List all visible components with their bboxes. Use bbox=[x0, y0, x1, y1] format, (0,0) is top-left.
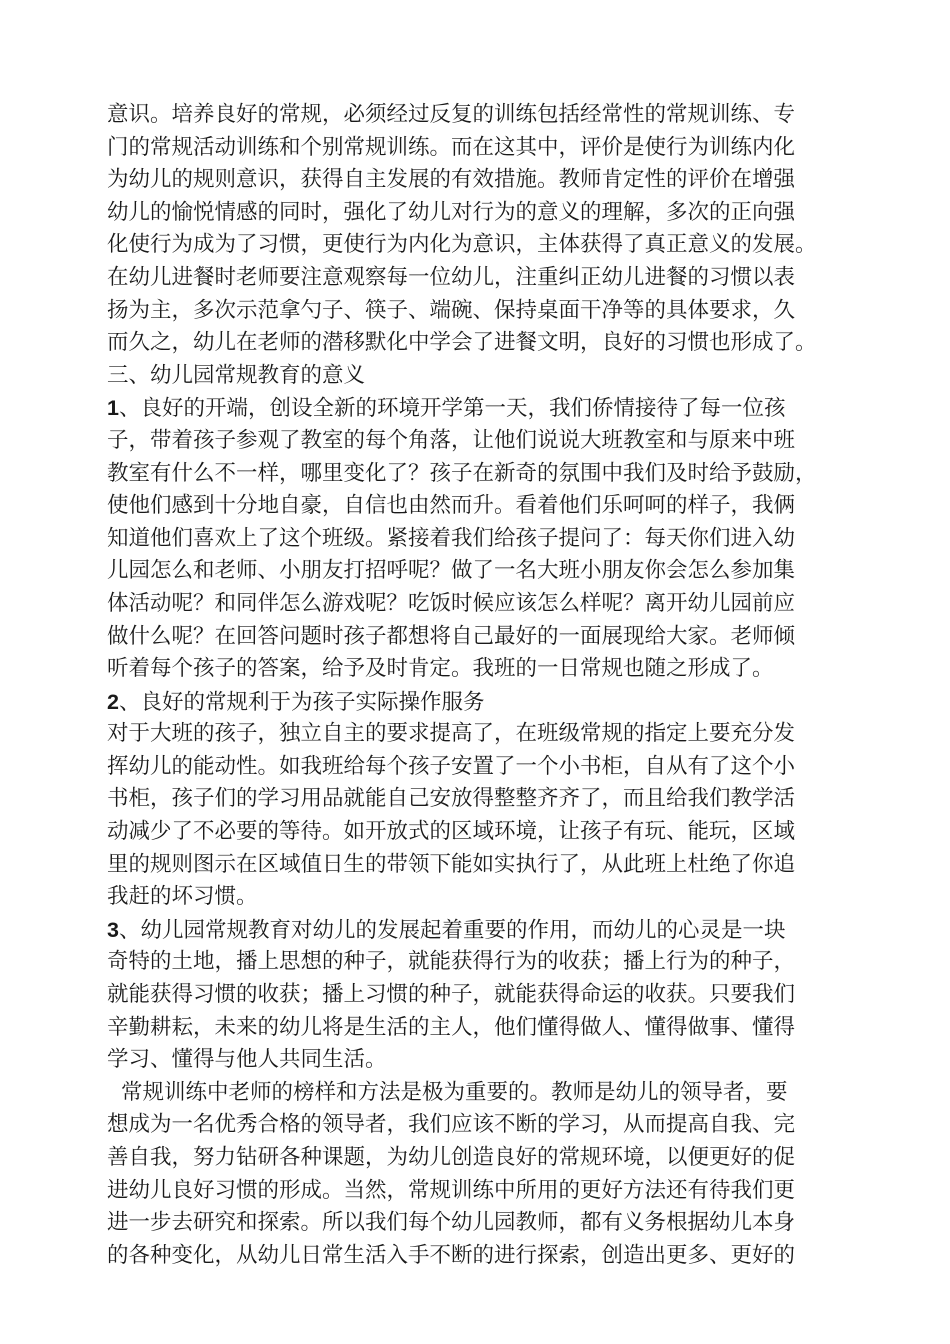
item-number-2: 2 bbox=[107, 689, 119, 714]
text-line: 子，带着孩子参观了教室的每个角落，让他们说说大班教室和与原来中班 bbox=[107, 427, 796, 453]
text-line: 对于大班的孩子，独立自主的要求提高了，在班级常规的指定上要充分发 bbox=[107, 721, 796, 747]
text-line: 知道他们喜欢上了这个班级。紧接着我们给孩子提问了：每天你们进入幼 bbox=[107, 525, 796, 551]
text-line: 而久之，幼儿在老师的潜移默化中学会了进餐文明，良好的习惯也形成了。 bbox=[107, 330, 817, 356]
numbered-paragraph-1 bbox=[107, 392, 867, 425]
text-line: 教室有什么不一样，哪里变化了？孩子在新奇的氛围中我们及时给予鼓励， bbox=[107, 460, 817, 486]
numbered-paragraph-3 bbox=[107, 914, 867, 947]
text-line: 、幼儿园常规教育对幼儿的发展起着重要的作用，而幼儿的心灵是一块 bbox=[118, 917, 786, 943]
section-heading: 三、幼儿园常规教育的意义 bbox=[107, 362, 366, 388]
item-number-1: 1 bbox=[107, 396, 119, 421]
text-line: 幼儿的愉悦情感的同时，强化了幼儿对行为的意义的理解，多次的正向强 bbox=[107, 199, 796, 225]
document-page bbox=[107, 99, 867, 1272]
text-line: 听着每个孩子的答案，给予及时肯定。我班的一日常规也随之形成了。 bbox=[107, 656, 774, 682]
text-line: 、良好的常规利于为孩子实际操作服务 bbox=[118, 689, 485, 715]
numbered-paragraph-2 bbox=[107, 686, 867, 719]
text-line: 扬为主，多次示范拿勺子、筷子、端碗、保持桌面干净等的具体要求，久 bbox=[107, 297, 796, 323]
text-line: 在幼儿进餐时老师要注意观察每一位幼儿，注重纠正幼儿进餐的习惯以表 bbox=[107, 264, 796, 290]
item-number-3: 3 bbox=[107, 917, 119, 942]
text-line: 儿园怎么和老师、小朋友打招呼呢？做了一名大班小朋友你会怎么参加集 bbox=[107, 558, 796, 584]
text-line: 就能获得习惯的收获；播上习惯的种子，就能获得命运的收获。只要我们 bbox=[107, 982, 796, 1008]
text-line: 动减少了不必要的等待。如开放式的区域环境，让孩子有玩、能玩，区域 bbox=[107, 819, 796, 845]
text-line: 做什么呢？在回答问题时孩子都想将自己最好的一面展现给大家。老师倾 bbox=[107, 623, 796, 649]
text-line: 书柜，孩子们的学习用品就能自己安放得整整齐齐了，而且给我们教学活 bbox=[107, 786, 796, 812]
text-line: 使他们感到十分地自豪，自信也由然而升。看着他们乐呵呵的样子，我俩 bbox=[107, 493, 796, 519]
text-line: 化使行为成为了习惯，更使行为内化为意识，主体获得了真正意义的发展。 bbox=[107, 232, 817, 258]
text-line: 善自我，努力钻研各种课题，为幼儿创造良好的常规环境，以便更好的促 bbox=[107, 1145, 796, 1170]
text-line: 想成为一名优秀合格的领导者，我们应该不断的学习，从而提高自我、完 bbox=[107, 1112, 796, 1138]
text-line: 挥幼儿的能动性。如我班给每个孩子安置了一个小书柜，自从有了这个小 bbox=[107, 753, 796, 779]
text-line: 进一步去研究和探索。所以我们每个幼儿园教师，都有义务根据幼儿本身 bbox=[107, 1210, 796, 1236]
text-line: 进幼儿良好习惯的形成。当然，常规训练中所用的更好方法还有待我们更 bbox=[107, 1177, 796, 1203]
text-line: 门的常规活动训练和个别常规训练。而在这其中，评价是使行为训练内化 bbox=[107, 134, 796, 160]
text-line: 、良好的开端，创设全新的环境开学第一天，我们侨情接待了每一位孩 bbox=[118, 396, 786, 422]
text-line: 我赶的坏习惯。 bbox=[107, 884, 258, 910]
indented-paragraph-start: 常规训练中老师的榜样和方法是极为重要的。教师是幼儿的领导者，要 bbox=[121, 1079, 788, 1105]
text-line: 奇特的土地，播上思想的种子，就能获得行为的收获；播上行为的种子， bbox=[107, 949, 796, 975]
text-line: 辛勤耕耘，未来的幼儿将是生活的主人，他们懂得做人、懂得做事、懂得 bbox=[107, 1014, 796, 1040]
text-line: 的各种变化，从幼儿日常生活入手不断的进行探索，创造出更多、更好的 bbox=[107, 1242, 796, 1268]
text-line: 里的规则图示在区域值日生的带领下能如实执行了，从此班上杜绝了你追 bbox=[107, 851, 796, 877]
text-line: 体活动呢？和同伴怎么游戏呢？吃饭时候应该怎么样呢？离开幼儿园前应 bbox=[107, 590, 796, 616]
text-line: 为幼儿的规则意识，获得自主发展的有效措施。教师肯定性的评价在增强 bbox=[107, 167, 796, 193]
text-line: 学习、懂得与他人共同生活。 bbox=[107, 1047, 387, 1073]
text-line: 意识。培养良好的常规，必须经过反复的训练包括经常性的常规训练、专 bbox=[107, 102, 796, 127]
